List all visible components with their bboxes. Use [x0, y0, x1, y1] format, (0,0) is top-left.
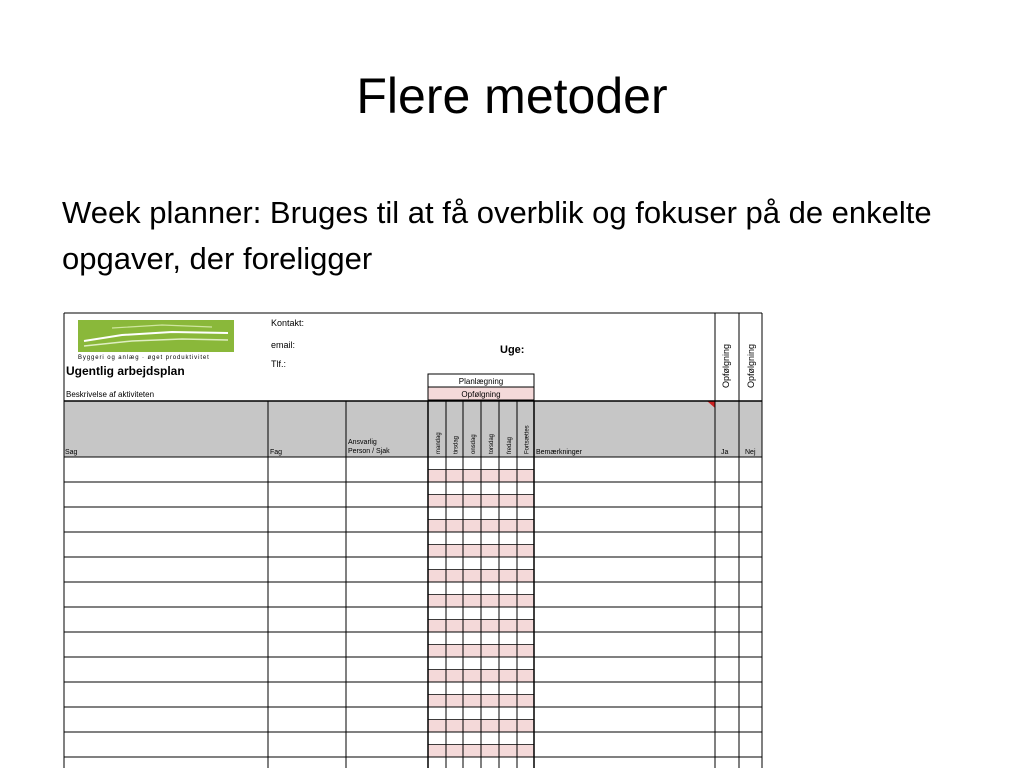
column-header-sag: Sag	[65, 449, 78, 456]
phone-label: Tlf.:	[271, 359, 286, 369]
column-header-person: Person / Sjak	[348, 448, 390, 455]
planning-label: Planlægning	[458, 377, 504, 386]
week-planner-sheet	[62, 311, 764, 768]
column-header-remarks: Bemærkninger	[536, 449, 582, 456]
slide-body-text: Week planner: Bruges til at få overblik og fokuser på de enkelte opgaver, der foreligger	[62, 195, 932, 276]
day-header-5: Fortsættes	[524, 425, 531, 454]
followup-column-title-1: Opfølgning	[721, 343, 731, 388]
slide-title: Flere metoder	[356, 68, 668, 124]
planner-title: Ugentlig arbejdsplan	[66, 364, 185, 378]
contact-label: Kontakt:	[271, 318, 305, 328]
week-planner-grid	[62, 311, 764, 768]
column-header-yes: Ja	[721, 449, 729, 456]
column-header-no: Nej	[745, 449, 756, 456]
column-header-ansvarlig: Ansvarlig	[348, 439, 377, 446]
followup-label: Opfølgning	[461, 390, 501, 399]
week-label: Uge:	[500, 344, 525, 356]
day-header-2: onsdag	[471, 434, 477, 454]
logo-tagline: Byggeri og anlæg · øget produktivitet	[78, 355, 210, 361]
day-header-1: tirsdag	[453, 435, 460, 454]
day-header-4: fredag	[507, 436, 513, 454]
day-header-3: torsdag	[489, 433, 495, 454]
followup-column-title-2: Opfølgning	[746, 343, 756, 388]
column-header-band	[64, 401, 762, 457]
column-header-fag: Fag	[270, 449, 283, 456]
description-label: Beskrivelse af aktiviteten	[66, 390, 155, 399]
email-label: email:	[271, 340, 296, 350]
day-header-0: mandag	[436, 432, 442, 454]
